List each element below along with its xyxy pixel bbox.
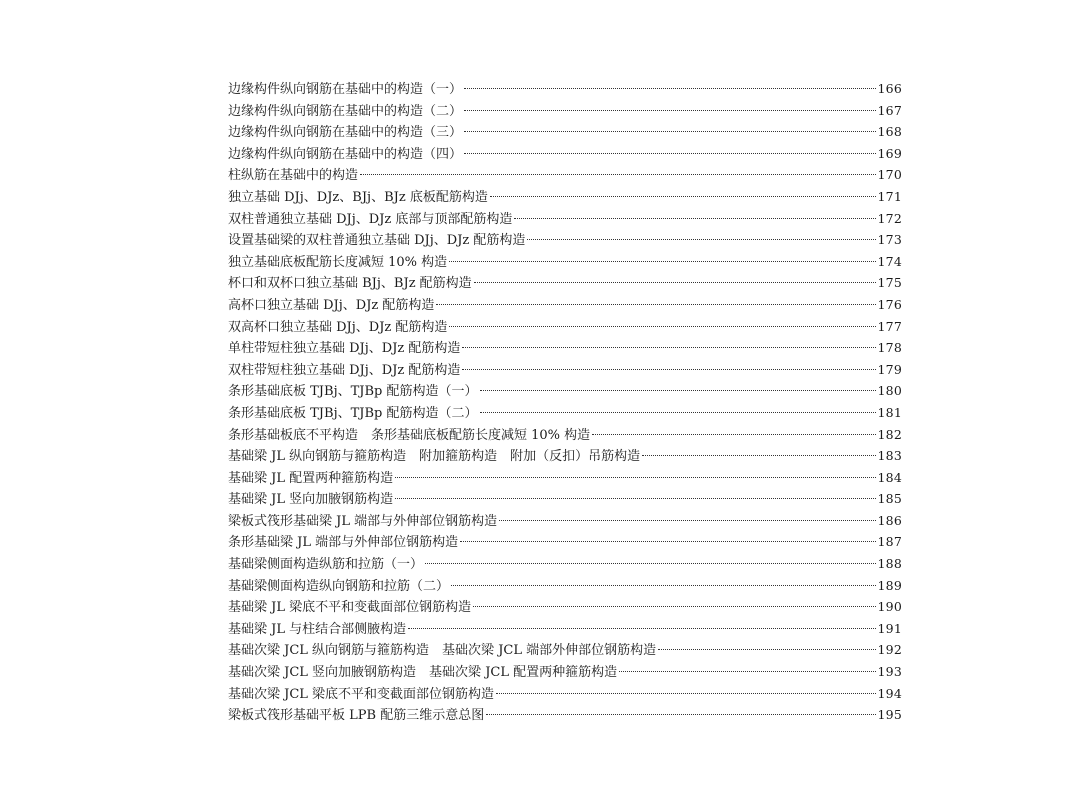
toc-entry-page: 174 bbox=[877, 253, 902, 269]
dot-leader bbox=[464, 153, 876, 154]
toc-entry-page: 195 bbox=[877, 707, 902, 723]
toc-entry[interactable] bbox=[228, 251, 902, 273]
dot-leader bbox=[527, 239, 875, 240]
toc-entry-title: 基础次梁 JCL 梁底不平和变截面部位钢筋构造 bbox=[228, 686, 495, 702]
toc-entry[interactable] bbox=[228, 596, 902, 618]
toc-entry-page: 192 bbox=[877, 642, 902, 658]
toc-entry-page: 177 bbox=[877, 318, 902, 334]
toc-entry[interactable] bbox=[228, 639, 902, 661]
toc-entry[interactable] bbox=[228, 488, 902, 510]
dot-leader bbox=[464, 88, 876, 89]
toc-entry[interactable] bbox=[228, 704, 902, 726]
dot-leader bbox=[514, 218, 875, 219]
toc-entry[interactable] bbox=[228, 100, 902, 122]
toc-entry-title: 梁板式筏形基础梁 JL 端部与外伸部位钢筋构造 bbox=[228, 513, 498, 529]
toc-entry[interactable] bbox=[228, 121, 902, 143]
toc-entry[interactable] bbox=[228, 445, 902, 467]
toc-entry-title: 基础梁侧面构造纵向钢筋和拉筋（二） bbox=[228, 578, 450, 594]
dot-leader bbox=[395, 477, 875, 478]
toc-entry-title: 基础梁 JL 梁底不平和变截面部位钢筋构造 bbox=[228, 600, 472, 616]
toc-entry-title: 基础梁 JL 配置两种箍筋构造 bbox=[228, 470, 394, 486]
toc-entry-page: 170 bbox=[877, 167, 902, 183]
dot-leader bbox=[642, 455, 875, 456]
toc-entry[interactable] bbox=[228, 683, 902, 705]
dot-leader bbox=[480, 412, 876, 413]
toc-entry-title: 基础次梁 JCL 纵向钢筋与箍筋构造 基础次梁 JCL 端部外伸部位钢筋构造 bbox=[228, 643, 657, 659]
toc-entry-title: 双柱普通独立基础 DJj、DJz 底部与顶部配筋构造 bbox=[228, 211, 513, 227]
toc-entry-title: 双柱带短柱独立基础 DJj、DJz 配筋构造 bbox=[228, 362, 461, 378]
toc-entry-title: 梁板式筏形基础平板 LPB 配筋三维示意总图 bbox=[228, 708, 485, 724]
toc-entry-title: 单柱带短柱独立基础 DJj、DJz 配筋构造 bbox=[228, 341, 461, 357]
toc-entry-page: 169 bbox=[877, 145, 902, 161]
toc-entry-title: 设置基础梁的双柱普通独立基础 DJj、DJz 配筋构造 bbox=[228, 233, 526, 249]
toc-entry[interactable] bbox=[228, 380, 902, 402]
toc-entry[interactable] bbox=[228, 553, 902, 575]
toc-entry-page: 166 bbox=[877, 81, 902, 96]
toc-entry-title: 基础次梁 JCL 竖向加腋钢筋构造 基础次梁 JCL 配置两种箍筋构造 bbox=[228, 665, 618, 681]
toc-entry-title: 杯口和双杯口独立基础 BJj、BJz 配筋构造 bbox=[228, 276, 472, 292]
toc-entry-page: 188 bbox=[877, 556, 902, 572]
dot-leader bbox=[451, 585, 876, 586]
dot-leader bbox=[460, 541, 875, 542]
toc-entry-title: 柱纵筋在基础中的构造 bbox=[228, 168, 359, 184]
toc-entry-title: 基础梁 JL 纵向钢筋与箍筋构造 附加箍筋构造 附加（反扣）吊筋构造 bbox=[228, 449, 641, 465]
dot-leader bbox=[436, 304, 875, 305]
toc-entry[interactable] bbox=[228, 424, 902, 446]
toc-entry[interactable] bbox=[228, 294, 902, 316]
dot-leader bbox=[658, 649, 875, 650]
toc-entry[interactable] bbox=[228, 316, 902, 338]
toc-entry-page: 173 bbox=[877, 232, 902, 248]
toc-entry-page: 179 bbox=[877, 361, 902, 377]
toc-entry[interactable] bbox=[228, 575, 902, 597]
dot-leader bbox=[464, 131, 876, 132]
toc-entry-page: 172 bbox=[877, 210, 902, 226]
dot-leader bbox=[592, 434, 875, 435]
toc-entry-page: 171 bbox=[877, 188, 902, 204]
toc-entry[interactable] bbox=[228, 531, 902, 553]
toc-entry-page: 176 bbox=[877, 296, 902, 312]
toc-entry[interactable] bbox=[228, 510, 902, 532]
toc-entry-title: 条形基础梁 JL 端部与外伸部位钢筋构造 bbox=[228, 535, 459, 551]
toc-entry[interactable] bbox=[228, 208, 902, 230]
dot-leader bbox=[449, 261, 875, 262]
toc-entry-title: 基础梁 JL 竖向加腋钢筋构造 bbox=[228, 492, 394, 508]
toc-entry-title: 条形基础底板 TJBj、TJBp 配筋构造（二） bbox=[228, 405, 478, 421]
toc-entry-title: 边缘构件纵向钢筋在基础中的构造（一） bbox=[228, 82, 463, 97]
dot-leader bbox=[486, 714, 875, 715]
toc-entry[interactable] bbox=[228, 229, 902, 251]
toc-entry[interactable] bbox=[228, 402, 902, 424]
toc-entry-title: 独立基础底板配筋长度减短 10% 构造 bbox=[228, 254, 448, 270]
toc-entry-page: 168 bbox=[877, 124, 902, 140]
toc-entry[interactable] bbox=[228, 143, 902, 165]
toc-entry-page: 194 bbox=[877, 685, 902, 701]
toc-entry-page: 175 bbox=[877, 275, 902, 291]
dot-leader bbox=[408, 628, 875, 629]
dot-leader bbox=[449, 326, 875, 327]
toc-entry-page: 186 bbox=[877, 512, 902, 528]
toc-entry[interactable] bbox=[228, 359, 902, 381]
toc-entry-page: 193 bbox=[877, 664, 902, 680]
dot-leader bbox=[496, 693, 875, 694]
dot-leader bbox=[480, 390, 876, 391]
dot-leader bbox=[490, 196, 876, 197]
toc-entry-page: 187 bbox=[877, 534, 902, 550]
toc-entry[interactable] bbox=[228, 272, 902, 294]
toc-entry-title: 边缘构件纵向钢筋在基础中的构造（三） bbox=[228, 125, 463, 141]
dot-leader bbox=[619, 671, 875, 672]
toc-entry[interactable] bbox=[228, 661, 902, 683]
toc-entry-title: 边缘构件纵向钢筋在基础中的构造（四） bbox=[228, 146, 463, 162]
toc-entry[interactable] bbox=[228, 164, 902, 186]
toc-entry-title: 独立基础 DJj、DJz、BJj、BJz 底板配筋构造 bbox=[228, 189, 488, 205]
dot-leader bbox=[499, 520, 875, 521]
toc-entry[interactable] bbox=[228, 467, 902, 489]
toc-entry[interactable] bbox=[228, 78, 902, 100]
toc-entry-title: 高杯口独立基础 DJj、DJz 配筋构造 bbox=[228, 297, 435, 313]
dot-leader bbox=[395, 498, 875, 499]
dot-leader bbox=[425, 563, 876, 564]
toc-entry-title: 边缘构件纵向钢筋在基础中的构造（二） bbox=[228, 103, 463, 119]
toc-entry-page: 189 bbox=[877, 577, 902, 593]
toc-entry-page: 184 bbox=[877, 469, 902, 485]
dot-leader bbox=[464, 110, 876, 111]
toc-entry-page: 191 bbox=[877, 620, 902, 636]
toc-entry[interactable] bbox=[228, 618, 902, 640]
toc-entry-title: 基础梁侧面构造纵筋和拉筋（一） bbox=[228, 557, 424, 573]
toc-entry-title: 基础梁 JL 与柱结合部侧腋构造 bbox=[228, 621, 407, 637]
dot-leader bbox=[462, 347, 875, 348]
toc-entry-page: 180 bbox=[877, 383, 902, 399]
toc-entry-page: 167 bbox=[877, 102, 902, 118]
dot-leader bbox=[462, 369, 875, 370]
dot-leader bbox=[473, 606, 875, 607]
toc-entry-page: 183 bbox=[877, 448, 902, 464]
dot-leader bbox=[474, 282, 876, 283]
toc-entry-title: 双高杯口独立基础 DJj、DJz 配筋构造 bbox=[228, 319, 448, 335]
dot-leader bbox=[360, 174, 876, 175]
toc-entry[interactable] bbox=[228, 337, 902, 359]
toc-entry-page: 178 bbox=[877, 340, 902, 356]
table-of-contents bbox=[228, 78, 902, 726]
toc-entry-page: 190 bbox=[877, 599, 902, 615]
toc-entry-page: 185 bbox=[877, 491, 902, 507]
toc-entry-title: 条形基础板底不平构造 条形基础底板配筋长度减短 10% 构造 bbox=[228, 427, 591, 443]
toc-entry[interactable] bbox=[228, 186, 902, 208]
toc-entry-title: 条形基础底板 TJBj、TJBp 配筋构造（一） bbox=[228, 384, 478, 400]
toc-entry-page: 182 bbox=[877, 426, 902, 442]
toc-entry-page: 181 bbox=[877, 404, 902, 420]
